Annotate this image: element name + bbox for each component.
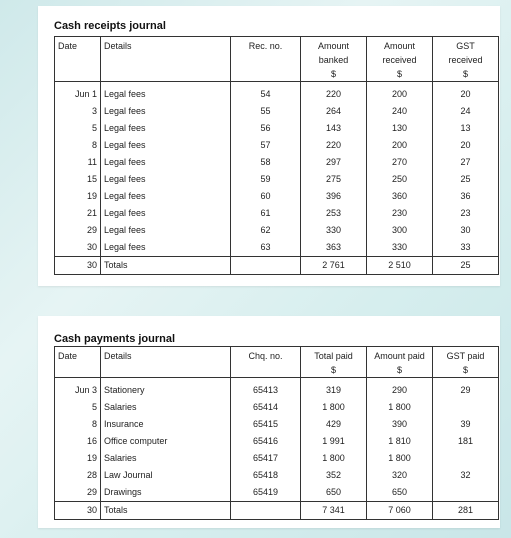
gst-cell <box>433 450 499 467</box>
gst-cell <box>433 399 499 416</box>
details-cell: Insurance <box>101 416 231 433</box>
amount-cell: 330 <box>301 222 367 239</box>
receipts-title: Cash receipts journal <box>54 20 166 32</box>
date-cell: 8 <box>55 416 101 433</box>
totals-row <box>55 502 499 520</box>
table-row <box>55 239 499 257</box>
gst-cell: 32 <box>433 467 499 484</box>
payments-title: Cash payments journal <box>54 333 176 345</box>
table-row <box>55 137 499 154</box>
receipts-table <box>54 36 499 275</box>
amount-cell: 290 <box>367 378 433 400</box>
details-cell: Office computer <box>101 433 231 450</box>
col-header-amount-received: Amount received $ <box>367 37 433 82</box>
payments-header-row <box>55 347 499 378</box>
col-header-rec-no: Rec. no. <box>231 37 301 82</box>
ref-cell: 57 <box>231 137 301 154</box>
date-cell: 30 <box>55 257 101 275</box>
amount-cell: 396 <box>301 188 367 205</box>
amount-cell: 143 <box>301 120 367 137</box>
date-cell: 30 <box>55 502 101 520</box>
ref-cell: 62 <box>231 222 301 239</box>
payments-body <box>55 378 499 520</box>
amount-cell: 7 060 <box>367 502 433 520</box>
amount-cell: 275 <box>301 171 367 188</box>
gst-cell <box>433 484 499 502</box>
ref-cell: 65418 <box>231 467 301 484</box>
payments-table <box>54 346 499 520</box>
table-row <box>55 188 499 205</box>
table-row <box>55 171 499 188</box>
date-cell: 5 <box>55 120 101 137</box>
amount-cell: 1 800 <box>301 399 367 416</box>
amount-cell: 2 761 <box>301 257 367 275</box>
table-row <box>55 399 499 416</box>
amount-cell: 220 <box>301 137 367 154</box>
date-cell: 19 <box>55 188 101 205</box>
table-row <box>55 103 499 120</box>
details-cell: Totals <box>101 502 231 520</box>
cash-payments-panel <box>38 316 500 528</box>
gst-cell: 24 <box>433 103 499 120</box>
gst-cell: 29 <box>433 378 499 400</box>
amount-cell: 352 <box>301 467 367 484</box>
ref-cell: 65413 <box>231 378 301 400</box>
amount-cell: 300 <box>367 222 433 239</box>
amount-cell: 363 <box>301 239 367 257</box>
col-header-total-paid: Total paid $ <box>301 347 367 378</box>
date-cell: Jun 3 <box>55 378 101 400</box>
amount-cell: 1 810 <box>367 433 433 450</box>
ref-cell: 65415 <box>231 416 301 433</box>
table-row <box>55 82 499 104</box>
amount-cell: 330 <box>367 239 433 257</box>
date-cell: 11 <box>55 154 101 171</box>
amount-cell: 1 800 <box>367 399 433 416</box>
ref-cell: 65417 <box>231 450 301 467</box>
table-row <box>55 205 499 222</box>
ref-cell: 59 <box>231 171 301 188</box>
details-cell: Legal fees <box>101 154 231 171</box>
amount-cell: 297 <box>301 154 367 171</box>
details-cell: Legal fees <box>101 205 231 222</box>
cash-receipts-panel <box>38 6 500 286</box>
ref-cell: 65416 <box>231 433 301 450</box>
ref-cell: 58 <box>231 154 301 171</box>
gst-cell: 281 <box>433 502 499 520</box>
col-header-date: Date <box>55 347 101 378</box>
gst-cell: 33 <box>433 239 499 257</box>
details-cell: Legal fees <box>101 120 231 137</box>
details-cell: Drawings <box>101 484 231 502</box>
details-cell: Law Journal <box>101 467 231 484</box>
table-row <box>55 154 499 171</box>
date-cell: 29 <box>55 484 101 502</box>
table-row <box>55 450 499 467</box>
col-header-date: Date <box>55 37 101 82</box>
table-row <box>55 378 499 400</box>
date-cell: 21 <box>55 205 101 222</box>
gst-cell: 30 <box>433 222 499 239</box>
table-row <box>55 120 499 137</box>
ref-cell: 65419 <box>231 484 301 502</box>
amount-cell: 253 <box>301 205 367 222</box>
gst-cell: 27 <box>433 154 499 171</box>
amount-cell: 7 341 <box>301 502 367 520</box>
amount-cell: 319 <box>301 378 367 400</box>
date-cell: 8 <box>55 137 101 154</box>
date-cell: 29 <box>55 222 101 239</box>
details-cell: Legal fees <box>101 239 231 257</box>
gst-cell: 181 <box>433 433 499 450</box>
details-cell: Legal fees <box>101 222 231 239</box>
col-header-chq-no: Chq. no. <box>231 347 301 378</box>
details-cell: Legal fees <box>101 137 231 154</box>
table-row <box>55 433 499 450</box>
table-row <box>55 484 499 502</box>
date-cell: 28 <box>55 467 101 484</box>
details-cell: Legal fees <box>101 82 231 104</box>
col-header-amount-paid: Amount paid $ <box>367 347 433 378</box>
date-cell: 19 <box>55 450 101 467</box>
details-cell: Stationery <box>101 378 231 400</box>
table-row <box>55 416 499 433</box>
col-header-gst-received: GST received $ <box>433 37 499 82</box>
receipts-body <box>55 82 499 275</box>
amount-cell: 1 991 <box>301 433 367 450</box>
amount-cell: 230 <box>367 205 433 222</box>
date-cell: 3 <box>55 103 101 120</box>
details-cell: Salaries <box>101 450 231 467</box>
details-cell: Totals <box>101 257 231 275</box>
ref-cell: 63 <box>231 239 301 257</box>
amount-cell: 200 <box>367 137 433 154</box>
gst-cell: 13 <box>433 120 499 137</box>
col-header-gst-paid: GST paid $ <box>433 347 499 378</box>
amount-cell: 240 <box>367 103 433 120</box>
date-cell: 16 <box>55 433 101 450</box>
details-cell: Salaries <box>101 399 231 416</box>
col-header-details: Details <box>101 347 231 378</box>
ref-cell: 55 <box>231 103 301 120</box>
amount-cell: 650 <box>301 484 367 502</box>
details-cell: Legal fees <box>101 188 231 205</box>
amount-cell: 429 <box>301 416 367 433</box>
details-cell: Legal fees <box>101 103 231 120</box>
ref-cell: 65414 <box>231 399 301 416</box>
amount-cell: 200 <box>367 82 433 104</box>
amount-cell: 320 <box>367 467 433 484</box>
gst-cell: 36 <box>433 188 499 205</box>
ref-cell: 56 <box>231 120 301 137</box>
ref-cell: 60 <box>231 188 301 205</box>
gst-cell: 20 <box>433 82 499 104</box>
amount-cell: 220 <box>301 82 367 104</box>
table-row <box>55 222 499 239</box>
ref-cell <box>231 257 301 275</box>
date-cell: 15 <box>55 171 101 188</box>
amount-cell: 650 <box>367 484 433 502</box>
date-cell: Jun 1 <box>55 82 101 104</box>
gst-cell: 23 <box>433 205 499 222</box>
receipts-header-row <box>55 37 499 82</box>
amount-cell: 130 <box>367 120 433 137</box>
details-cell: Legal fees <box>101 171 231 188</box>
date-cell: 30 <box>55 239 101 257</box>
col-header-details: Details <box>101 37 231 82</box>
amount-cell: 1 800 <box>301 450 367 467</box>
gst-cell: 25 <box>433 171 499 188</box>
amount-cell: 390 <box>367 416 433 433</box>
amount-cell: 1 800 <box>367 450 433 467</box>
amount-cell: 270 <box>367 154 433 171</box>
col-header-amount-banked: Amount banked $ <box>301 37 367 82</box>
amount-cell: 250 <box>367 171 433 188</box>
date-cell: 5 <box>55 399 101 416</box>
gst-cell: 20 <box>433 137 499 154</box>
ref-cell: 61 <box>231 205 301 222</box>
gst-cell: 25 <box>433 257 499 275</box>
amount-cell: 360 <box>367 188 433 205</box>
amount-cell: 2 510 <box>367 257 433 275</box>
amount-cell: 264 <box>301 103 367 120</box>
ref-cell: 54 <box>231 82 301 104</box>
table-row <box>55 467 499 484</box>
totals-row <box>55 257 499 275</box>
ref-cell <box>231 502 301 520</box>
gst-cell: 39 <box>433 416 499 433</box>
